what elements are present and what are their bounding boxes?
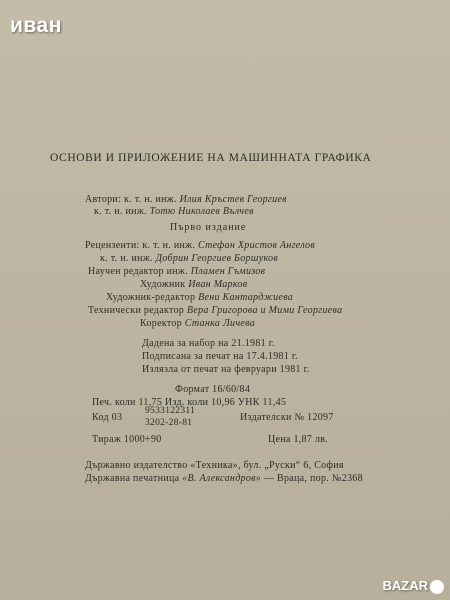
- code-label: Код 03: [92, 412, 123, 423]
- reviewers-line-2: к. т. н. инж. Добрин Георгиев Боршуков: [100, 253, 278, 264]
- date-printed: Излязла от печат на февруари 1981 г.: [142, 364, 310, 375]
- format: Формат 16/60/84: [175, 384, 251, 395]
- code-number-1: 9533122311: [145, 406, 196, 416]
- reviewer-name-2: Добрин Георгиев Боршуков: [155, 253, 278, 264]
- author-name-2: Тотю Николаев Вълчев: [149, 206, 254, 217]
- sheets-info: Печ. коли 11,75 Изд. коли 10,96 УНК 11,45: [92, 397, 287, 408]
- logo-dot-icon: [430, 580, 444, 594]
- art-editor: Художник-редактор Вени Кантарджиева: [106, 292, 294, 303]
- print-run: Тираж 1000+90: [92, 434, 162, 445]
- authors-line-2: к. т. н. инж. Тотю Николаев Вълчев: [94, 206, 254, 217]
- scientific-editor: Научен редактор инж. Пламен Гъмизов: [88, 266, 266, 277]
- printer: Държавна печатница «В. Александров» — Враца, пор. №2368: [85, 473, 363, 484]
- proofreader: Коректор Станка Личева: [140, 318, 255, 329]
- price: Цена 1,87 лв.: [268, 434, 329, 445]
- author-name-1: Илия Кръстев Георгиев: [179, 194, 287, 205]
- authors-line-1: Автори: к. т. н. инж. Илия Кръстев Георгиев: [85, 194, 287, 205]
- code-number-2: 3202-28-81: [145, 418, 193, 428]
- date-set: Дадена за набор на 21.1981 г.: [142, 338, 275, 349]
- publisher: Държавно издателство «Техника», бул. „Руски“ 6, София: [85, 460, 344, 471]
- marketplace-logo: BAZAR: [383, 578, 445, 594]
- technical-editor: Технически редактор Вера Григорова и Мими Георгиева: [88, 305, 343, 316]
- artist: Художник Иван Марков: [140, 279, 248, 290]
- reviewers-line-1: Рецензенти: к. т. н. инж. Стефан Христов Ангелов: [85, 240, 315, 251]
- seller-watermark: иван: [10, 14, 62, 37]
- edition: Първо издание: [170, 222, 247, 233]
- date-signed: Подписана за печат на 17.4.1981 г.: [142, 351, 298, 362]
- publisher-number: Издателски № 12097: [240, 412, 334, 423]
- book-title: ОСНОВИ И ПРИЛОЖЕНИЕ НА МАШИННАТА ГРАФИКА: [50, 152, 372, 164]
- reviewer-name-1: Стефан Христов Ангелов: [198, 240, 315, 251]
